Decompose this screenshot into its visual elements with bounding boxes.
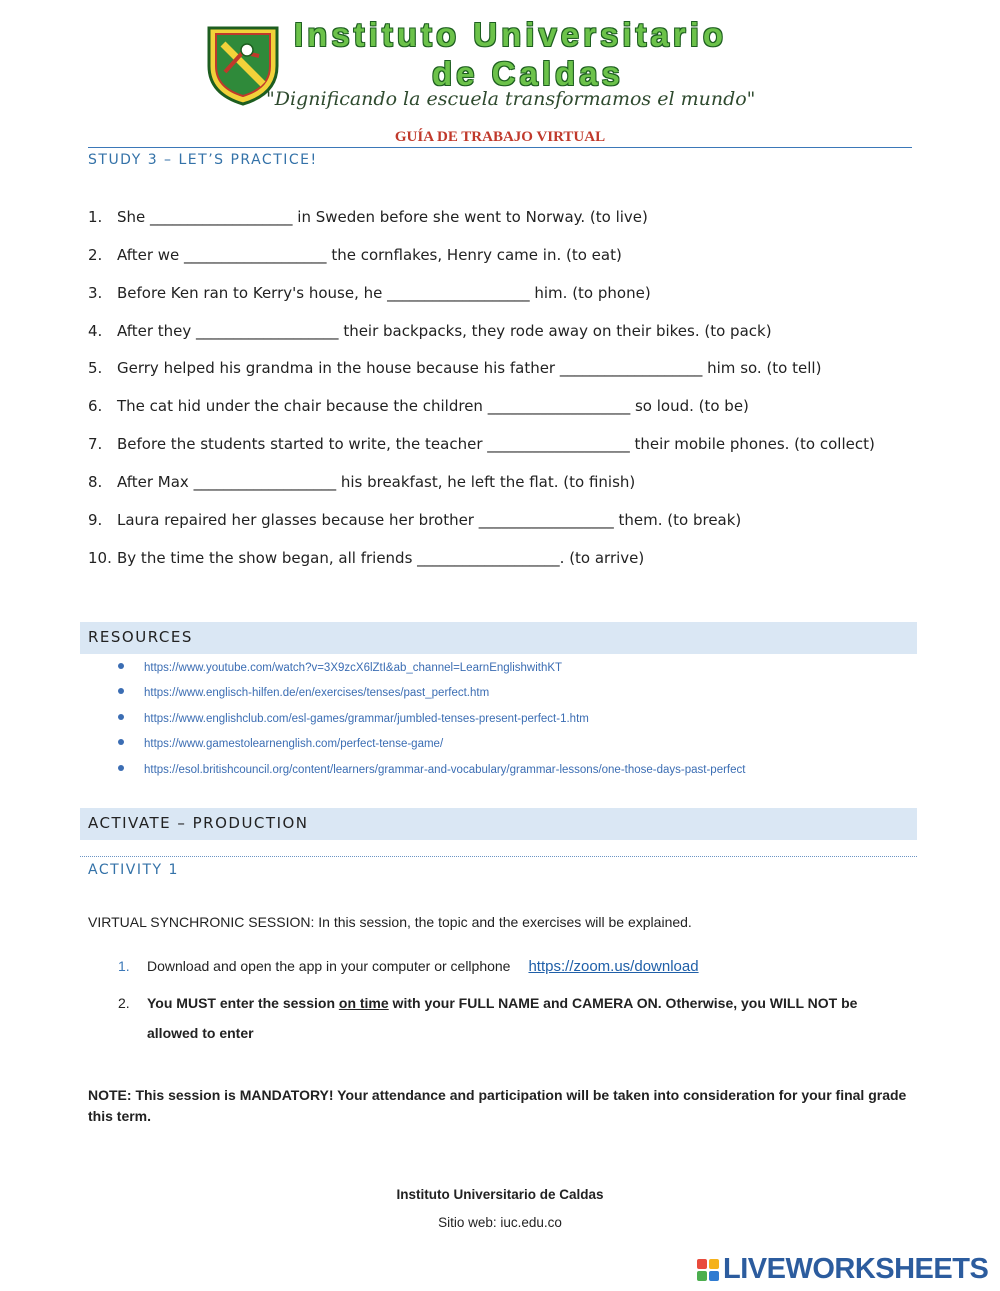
mandatory-note: NOTE: This session is MANDATORY! Your attendance and participation will be taken into consideration for your final grade this term. xyxy=(88,1087,907,1124)
header-divider xyxy=(88,147,912,148)
institution-title-line2: de Caldas xyxy=(432,55,624,92)
exercise-number: 10. xyxy=(88,549,112,567)
exercise-text: After Max ___________________ his breakfast, he left the flat. (to finish) xyxy=(117,473,636,491)
exercise-item xyxy=(88,246,622,264)
exercise-item xyxy=(88,435,875,453)
exercise-text: Gerry helped his grandma in the house because his father ___________________ him so. (to tell) xyxy=(117,359,822,377)
resource-link[interactable]: https://www.gamestolearnenglish.com/perfect-tense-game/ xyxy=(144,738,444,750)
step-number: 2. xyxy=(118,995,130,1011)
exercise-item xyxy=(88,322,772,340)
liveworksheets-wordmark: LIVEWORKSHEETS xyxy=(723,1253,989,1285)
zoom-download-link[interactable]: https://zoom.us/download xyxy=(528,958,699,975)
exercise-item xyxy=(88,397,749,415)
exercise-text: By the time the show began, all friends ___________________. (to arrive) xyxy=(117,549,645,567)
activate-band xyxy=(80,808,917,840)
activate-heading: ACTIVATE – PRODUCTION xyxy=(88,814,309,832)
exercise-number: 7. xyxy=(88,435,103,453)
step-1-text: Download and open the app in your computer or cellphone xyxy=(147,958,511,974)
step-2-underlined: on time xyxy=(338,995,389,1011)
guide-title: GUÍA DE TRABAJO VIRTUAL xyxy=(394,129,606,145)
exercise-number: 9. xyxy=(88,511,103,529)
exercise-text: After we ___________________ the cornflakes, Henry came in. (to eat) xyxy=(117,246,622,264)
resource-link[interactable]: https://esol.britishcouncil.org/content/learners/grammar-and-vocabulary/grammar-lessons/one-those-days-past-perfect xyxy=(144,764,746,776)
school-motto: "Dignificando la escuela transformamos el mundo" xyxy=(266,88,756,110)
exercise-item xyxy=(88,511,741,529)
resource-link[interactable]: https://www.youtube.com/watch?v=3X9zcX6lZtI&ab_channel=LearnEnglishwithKT xyxy=(144,662,563,674)
step-2-text-a: You MUST enter the session xyxy=(147,995,339,1011)
exercise-number: 1. xyxy=(88,208,103,226)
exercise-number: 4. xyxy=(88,322,103,340)
exercise-text: Before Ken ran to Kerry's house, he ___________________ him. (to phone) xyxy=(117,284,651,302)
exercise-number: 5. xyxy=(88,359,103,377)
resource-link-item[interactable] xyxy=(118,713,589,725)
step-2 xyxy=(118,988,858,1041)
footer-website: Sitio web: iuc.edu.co xyxy=(438,1215,562,1230)
resource-link-item[interactable] xyxy=(118,738,443,750)
exercise-text: After they ___________________ their backpacks, they rode away on their bikes. (to pack) xyxy=(117,322,772,340)
step-2-text-b: with your FULL NAME and CAMERA ON. Otherwise, you WILL NOT be xyxy=(388,995,858,1011)
bullet-icon xyxy=(118,688,124,694)
footer-institution: Instituto Universitario de Caldas xyxy=(396,1187,604,1202)
resource-link-item[interactable] xyxy=(118,662,562,674)
bullet-icon xyxy=(118,714,124,720)
exercise-item xyxy=(88,359,821,377)
exercise-item xyxy=(88,549,644,567)
exercise-number: 8. xyxy=(88,473,103,491)
bullet-icon xyxy=(118,663,124,669)
exercise-number: 6. xyxy=(88,397,103,415)
exercise-text: Before the students started to write, the teacher ___________________ their mobile phones. (to collect) xyxy=(117,435,875,453)
resource-link-item[interactable] xyxy=(118,687,489,699)
exercise-text: She ___________________ in Sweden before she went to Norway. (to live) xyxy=(117,208,648,226)
resource-link[interactable]: https://www.englisch-hilfen.de/en/exercises/tenses/past_perfect.htm xyxy=(144,687,490,699)
liveworksheets-logo[interactable] xyxy=(697,1253,997,1287)
resources-band xyxy=(80,622,917,654)
resources-heading: RESOURCES xyxy=(88,628,193,646)
step-number: 1. xyxy=(118,958,130,974)
bullet-icon xyxy=(118,739,124,745)
exercise-item xyxy=(88,473,635,491)
dotted-divider xyxy=(80,856,917,857)
study-heading: STUDY 3 – LET’S PRACTICE! xyxy=(88,152,318,168)
virtual-session-text: VIRTUAL SYNCHRONIC SESSION: In this session, the topic and the exercises will be explained. xyxy=(88,914,692,930)
resource-link[interactable]: https://www.englishclub.com/esl-games/grammar/jumbled-tenses-present-perfect-1.htm xyxy=(144,713,589,725)
exercise-text: The cat hid under the chair because the children ___________________ so loud. (to be) xyxy=(117,397,749,415)
exercise-text: Laura repaired her glasses because her brother __________________ them. (to break) xyxy=(117,511,742,529)
exercise-item xyxy=(88,284,651,302)
exercise-number: 2. xyxy=(88,246,103,264)
liveworksheets-blocks-icon xyxy=(697,1259,719,1283)
activity-heading: ACTIVITY 1 xyxy=(88,862,179,878)
bullet-icon xyxy=(118,765,124,771)
institution-title-line1: Instituto Universitario xyxy=(294,16,728,53)
exercise-item xyxy=(88,208,648,226)
resource-link-item[interactable] xyxy=(118,764,745,776)
step-2-continuation: allowed to enter xyxy=(147,1025,254,1041)
exercise-number: 3. xyxy=(88,284,103,302)
step-1 xyxy=(118,958,699,975)
